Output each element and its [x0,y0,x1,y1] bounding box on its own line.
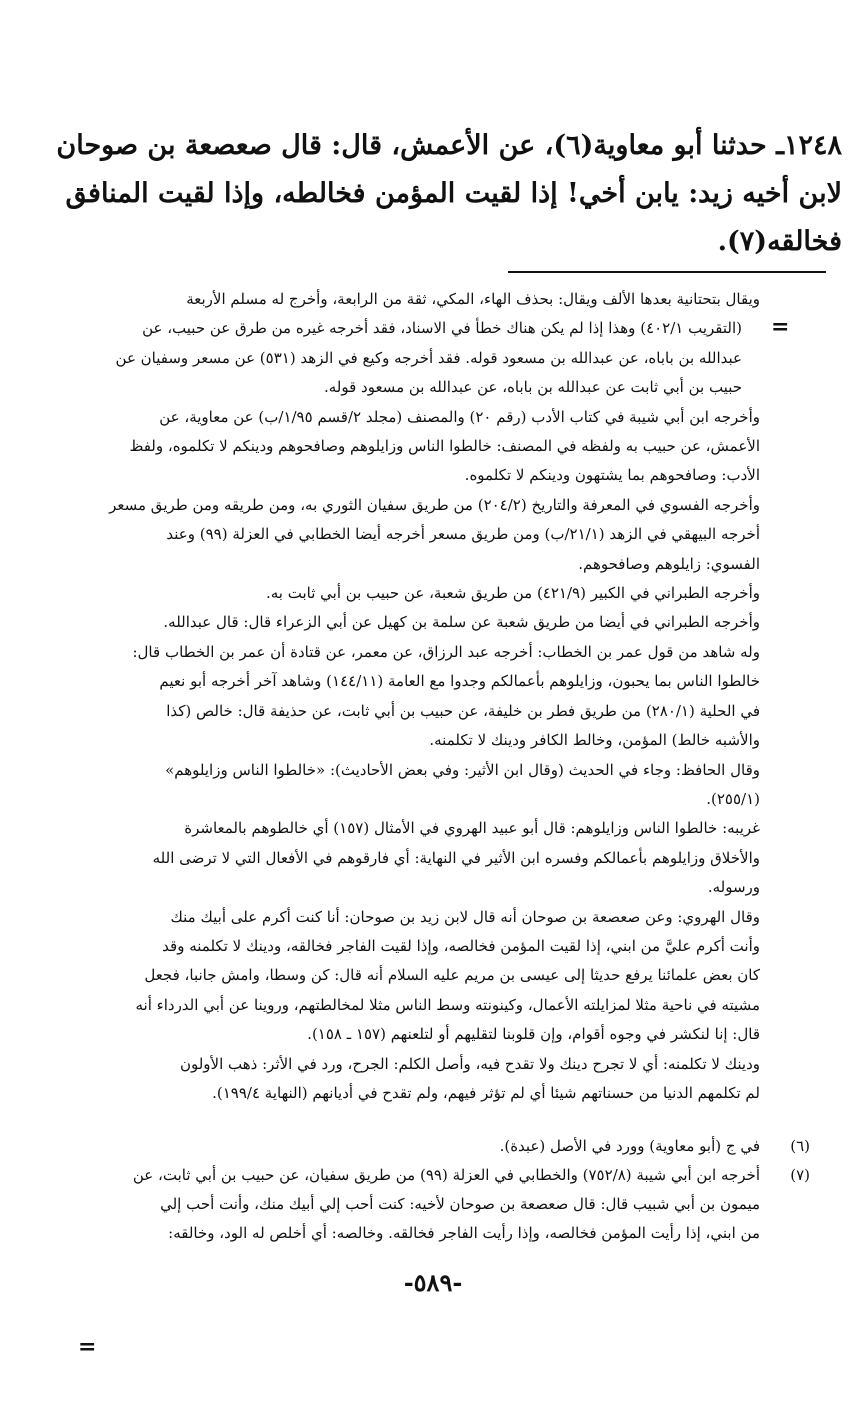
note-line: مشيته في ناحية مثلا لمزايلته الأعمال، وكينونته وسط الناس مثلا لمخالطتهم، وروينا عن أبي الدرداء أنه [135,995,760,1014]
footnote-number: (٦) [790,1137,810,1155]
note-line: أخرجه البيهقي في الزهد (٢١/١/ب) ومن طريق مسعر أخرجه أيضا الخطابي في العزلة (٩٩) وعند [166,525,760,544]
note-line: حبيب بن أبي ثابت عن عبدالله بن باباه، عن عبدالله بن مسعود قوله. [323,378,742,397]
footnote-number: (٧) [790,1166,810,1184]
note-line: وأخرجه الطبراني في الكبير (٤٢١/٩) من طريق شعبة، عن حبيب بن أبي ثابت به. [265,584,760,603]
note-line: خالطوا الناس بما يحبون، وزايلوهم بأعمالكم وجدوا مع العامة (١٤٤/١١) وشاهد آخر أخرجه أبو نعيم [159,672,760,691]
note-line: وقال الحافظ: وجاء في الحديث (وقال ابن الأثير: وفي بعض الأحاديث): «خالطوا الناس وزايلوهم» [165,760,760,779]
hadith-text [56,122,842,266]
page-number: -٥٨٩- [403,1268,463,1297]
note-line: (التقريب ٤٠٢/١) وهذا إذا لم يكن هناك خطأ في الاسناد، فقد أخرجه غيره من طرق عن حبيب، عن [142,319,742,338]
note-line: وأخرجه الفسوي في المعرفة والتاريخ (٢٠٤/٢) من طريق سفيان الثوري به، ومن طريقه ومن طريق مسعر [109,495,760,514]
note-line: وأخرجه الطبراني في أيضا من طريق شعبة عن سلمة بن كهيل عن أبي الزعراء قال: قال عبدالله. [163,613,760,632]
note-line: ودينك لا تكلمنه: أي لا تجرح دينك ولا تقدح فيه، وأصل الكلم: الجرح، ورد في الأثر: ذهب الأولون [179,1054,760,1073]
footnotes [80,1132,810,1248]
hadith-line-3: فخالقه(٧). [717,226,842,257]
footnote-line: من ابني، إذا رأيت المؤمن فخالصه، وإذا رأيت الفاجر فخالقه. وخالصه: أي أخلص له الود، وخالقه: [168,1224,760,1242]
footnote-line: في ج (أبو معاوية) وورد في الأصل (عبدة). [499,1137,760,1155]
note-line: (٢٥٥/١). [706,789,760,808]
continuation-mark-bottom: = [78,1334,97,1360]
footnote-text [80,1161,760,1248]
footnote-text [80,1132,760,1161]
note-line: وأنت أكرم عليَّ من ابني، إذا لقيت المؤمن فخالصه، وإذا لقيت الفاجر فخالقه، ودينك لا تكلمنه وقد [162,936,760,955]
note-line: الأعمش، عن حبيب به ولفظه في المصنف: خالطوا الناس وزايلوهم وصافحوهم ودينكم لا تكلموه، ولفظ [129,437,760,456]
note-line: وقال الهروي: وعن صعصعة بن صوحان أنه قال لابن زيد بن صوحان: أنا كنت أكرم على أبيك منك [170,907,760,926]
note-line: والأشبه خالط) المؤمن، وخالط الكافر ودينك لا تكلمنه. [429,731,760,750]
note-line: عبدالله بن باباه، عن عبدالله بن مسعود قوله. فقد أخرجه وكيع في الزهد (٥٣١) عن مسعر وسفيان عن [115,348,742,367]
footnote-6 [80,1132,810,1161]
hadith-line-1: ١٢٤٨ـ حدثنا أبو معاوية(٦)، عن الأعمش، قال: قال صعصعة بن صوحان [56,130,842,161]
note-line: الفسوي: زايلوهم وصافحوهم. [578,554,760,573]
note-line: غريبه: خالطوا الناس وزايلوهم: قال أبو عبيد الهروي في الأمثال (١٥٧) أي خالطوهم بالمعاشرة [184,819,760,838]
hadith-line-2: لابن أخيه زيد: يابن أخي! إذا لقيت المؤمن فخالطه، وإذا لقيت المنافق [65,178,842,209]
note-line: في الحلية (٢٨٠/١) من طريق فطر بن خليفة، عن حبيب بن أبي ثابت، عن حذيفة قال: خالص (كذا [166,701,760,720]
note-line: الأدب: وصافحوهم بما يشتهون ودينكم لا تكلموه. [464,466,760,485]
note-line: لم تكلمهم الدنيا من حسناتهم شيئا أي لم تؤثر فيهم، ولم تقدح في أديانهم (النهاية ١٩٩/٤). [212,1083,760,1102]
footnote-divider [508,271,826,273]
note-line: كان بعض علمائنا يرفع حديثا إلى عيسى بن مريم عليه السلام أنه قال: كن وسطا، وامش جانبا، فجعل [144,966,760,985]
continuation-mark-top: = [771,314,790,340]
note-line: والأخلاق وزايلوهم بأعمالكم وفسره ابن الأثير في النهاية: أي فارقوهم في الأفعال التي لا ترضى الله [152,848,760,867]
note-line: ويقال بتحتانية بعدها الألف ويقال: بحذف الهاء، المكي، ثقة من الرابعة، وأخرج له مسلم الأربعة [186,290,760,308]
footnote-7 [80,1161,810,1248]
footnote-line: ميمون بن أبي شبيب قال: قال صعصعة بن صوحان لأخيه: كنت أحب إلي أبيك منك، وأنت أحب إلي [160,1195,760,1213]
hadith-number: ١٢٤٨ [783,130,842,161]
footnote-line: أخرجه ابن أبي شيبة (٧٥٢/٨) والخطابي في العزلة (٩٩) من طريق سفيان، عن حبيب بن أبي ثابت، عن [132,1166,760,1184]
note-line: وله شاهد من قول عمر بن الخطاب: أخرجه عبد الرزاق، عن معمر، عن قتادة أن عمر بن الخطاب قال: [132,642,760,661]
note-line: ورسوله. [707,878,760,897]
notes-continued [80,285,760,1108]
note-line: قال: إنا لنكشر في وجوه أقوام، وإن قلوبنا لتقليهم أو لتلعنهم (١٥٧ ـ ١٥٨). [307,1025,760,1044]
note-line: وأخرجه ابن أبي شيبة في كتاب الأدب (رقم ٢٠) والمصنف (مجلد ٢/قسم ١/٩٥/ب) عن معاوية، عن [159,407,760,426]
